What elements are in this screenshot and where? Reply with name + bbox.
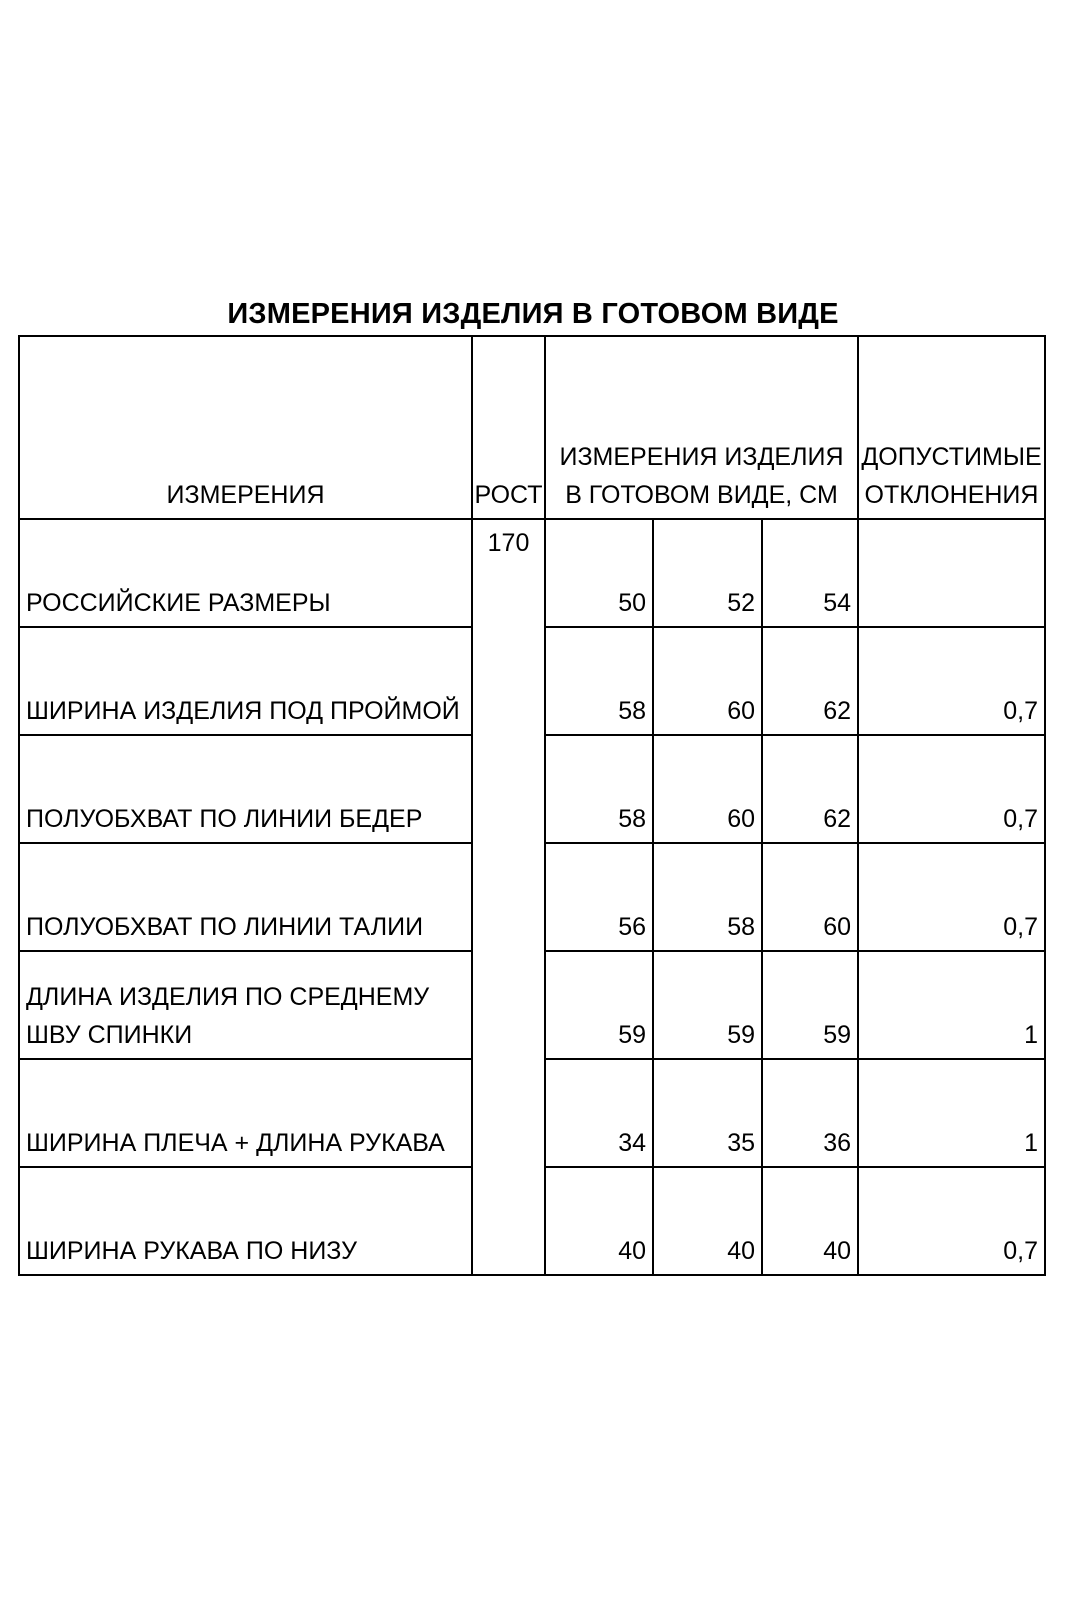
size-value-cell: 56	[545, 843, 653, 951]
measurement-label: ДЛИНА ИЗДЕЛИЯ ПО СРЕДНЕМУ ШВУ СПИНКИ	[19, 951, 472, 1059]
tolerance-value: 0,7	[858, 1167, 1045, 1275]
measurement-label: РОССИЙСКИЕ РАЗМЕРЫ	[19, 519, 472, 627]
header-product-measurements: ИЗМЕРЕНИЯ ИЗДЕЛИЯ В ГОТОВОМ ВИДЕ, СМ	[545, 336, 858, 519]
size-value-cell: 60	[762, 843, 858, 951]
size-value-cell: 59	[762, 951, 858, 1059]
size-value-cell: 36	[762, 1059, 858, 1167]
height-value: 170	[472, 519, 545, 1275]
tolerance-value: 0,7	[858, 627, 1045, 735]
header-tolerance: ДОПУСТИМЫЕ ОТКЛОНЕНИЯ	[858, 336, 1045, 519]
measurement-label: ШИРИНА ПЛЕЧА + ДЛИНА РУКАВА	[19, 1059, 472, 1167]
tolerance-value: 1	[858, 1059, 1045, 1167]
header-measurements: ИЗМЕРЕНИЯ	[19, 336, 472, 519]
tolerance-value	[858, 519, 1045, 627]
tolerance-value: 0,7	[858, 735, 1045, 843]
header-height: РОСТ	[472, 336, 545, 519]
size-value-cell: 35	[653, 1059, 762, 1167]
size-value-cell: 40	[653, 1167, 762, 1275]
header-row	[19, 336, 1045, 519]
measurement-label: ШИРИНА РУКАВА ПО НИЗУ	[19, 1167, 472, 1275]
table-row	[19, 519, 1045, 627]
size-value-cell: 62	[762, 735, 858, 843]
measurements-table	[18, 335, 1046, 1276]
tolerance-value: 0,7	[858, 843, 1045, 951]
size-value-cell: 58	[653, 843, 762, 951]
size-value-cell: 60	[653, 735, 762, 843]
document-title: ИЗМЕРЕНИЯ ИЗДЕЛИЯ В ГОТОВОМ ВИДЕ	[227, 298, 839, 330]
size-value-cell: 52	[653, 519, 762, 627]
size-value-cell: 54	[762, 519, 858, 627]
size-value-cell: 40	[545, 1167, 653, 1275]
size-value-cell: 59	[545, 951, 653, 1059]
size-value-cell: 34	[545, 1059, 653, 1167]
measurement-label: ПОЛУОБХВАТ ПО ЛИНИИ ТАЛИИ	[19, 843, 472, 951]
measurement-label: ШИРИНА ИЗДЕЛИЯ ПОД ПРОЙМОЙ	[19, 627, 472, 735]
size-value-cell: 50	[545, 519, 653, 627]
size-value-cell: 59	[653, 951, 762, 1059]
size-value-cell: 58	[545, 735, 653, 843]
size-value-cell: 62	[762, 627, 858, 735]
tolerance-value: 1	[858, 951, 1045, 1059]
size-value-cell: 60	[653, 627, 762, 735]
measurement-label: ПОЛУОБХВАТ ПО ЛИНИИ БЕДЕР	[19, 735, 472, 843]
size-value-cell: 58	[545, 627, 653, 735]
size-value-cell: 40	[762, 1167, 858, 1275]
